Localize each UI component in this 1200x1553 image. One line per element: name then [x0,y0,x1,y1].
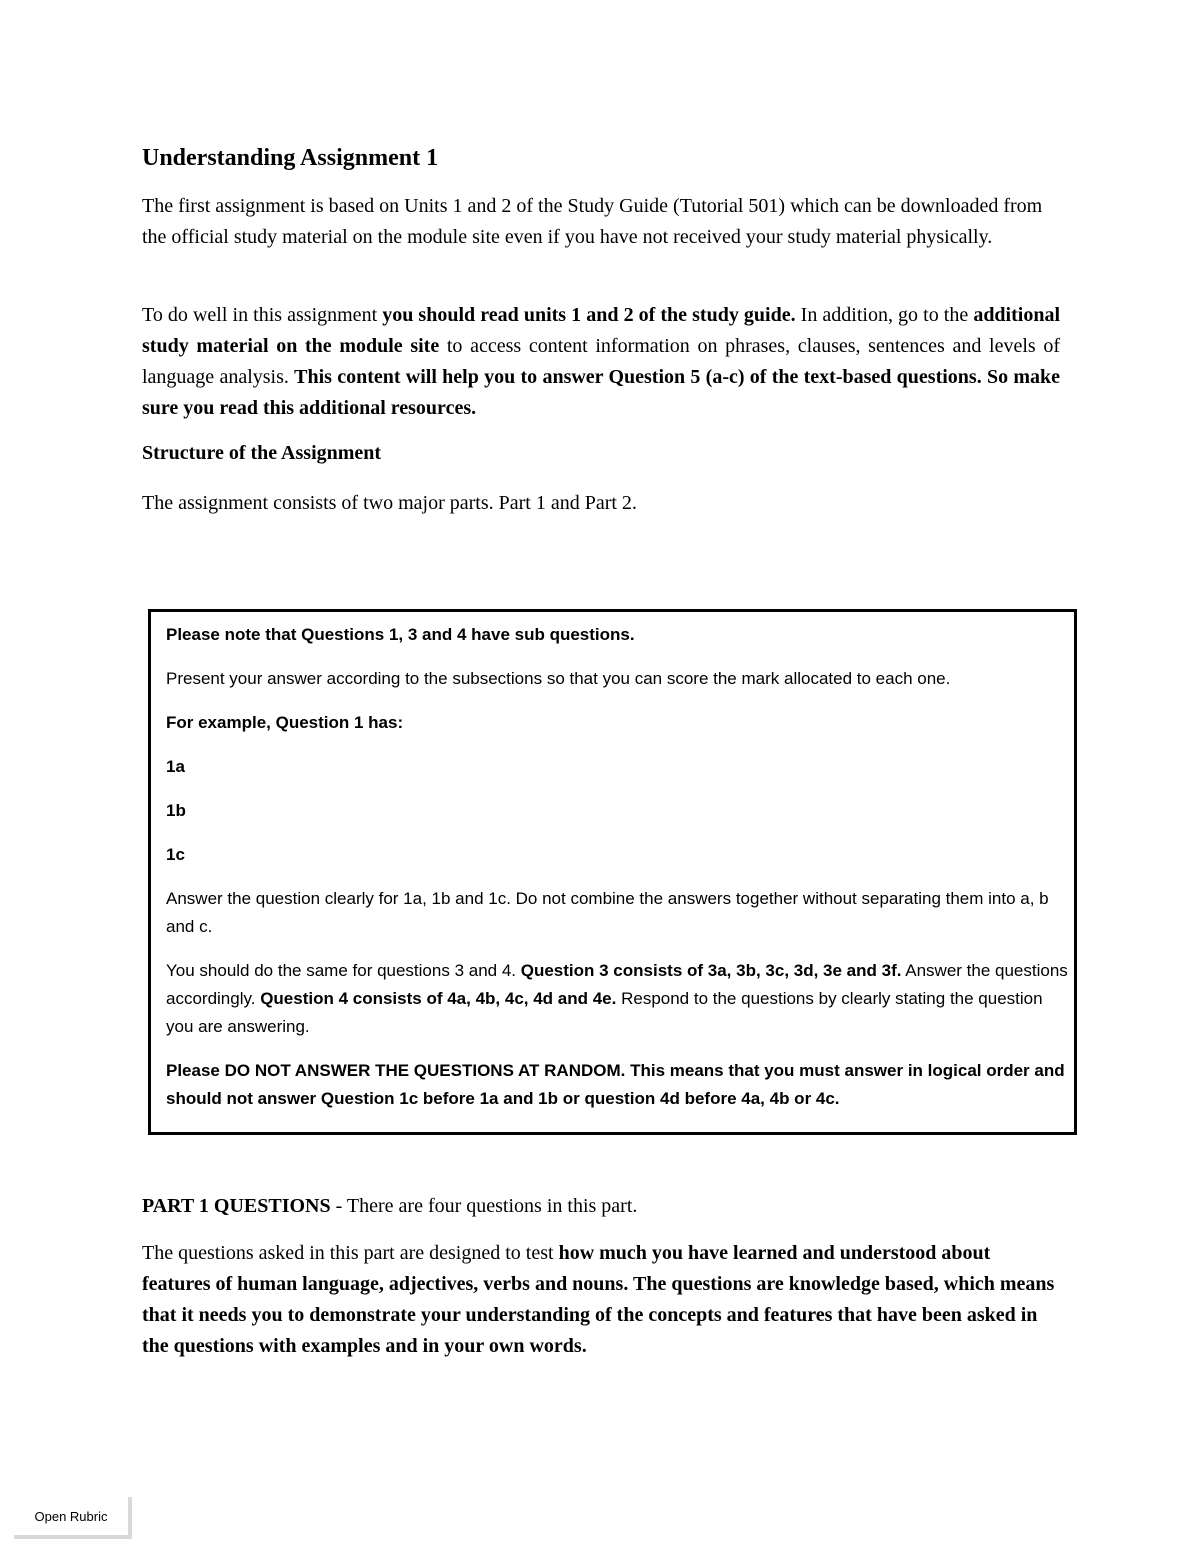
part1-text: The questions asked in this part are designed to test [142,1242,559,1264]
note-text-1: You should do the same for questions 3 and 4. [166,961,521,980]
part1-bold: how much you have learned and understood about features of human language, adjectives, verbs and nouns. The questions are knowledge based, which means that it needs you to demonstrate your understanding of the concepts and features that have been asked in the questions with examples and in your own words. [142,1242,1055,1357]
note-line-same-for-3-and-4 [166,957,1068,1041]
note-line-do-not-answer-random: Please DO NOT ANSWER THE QUESTIONS AT RANDOM. This means that you must answer in logical order and should not answer Question 1c before 1a and 1b or question 4d before 4a, 4b or 4c. [166,1061,1065,1108]
guidance-text-2: In addition, go to the [795,304,974,326]
note-line-present: Present your answer according to the subsections so that you can score the mark allocated to each one. [166,669,951,688]
part1-heading-rest: - There are four questions in this part. [330,1195,638,1217]
part1-heading-bold: PART 1 QUESTIONS [142,1195,331,1217]
note-text-3: Respond to the questions by clearly stating the question you are answering. [166,989,1043,1036]
note-text-2: Answer the questions accordingly. [166,961,1068,1008]
guidance-bold-2: additional study material on the module site [142,304,1061,357]
note-bold-q4: Question 4 consists of 4a, 4b, 4c, 4d and 4e. [260,989,617,1008]
note-line-example: For example, Question 1 has: [166,713,404,732]
note-sub-1a: 1a [166,757,185,776]
guidance-paragraph [142,300,1060,424]
note-bold-q3: Question 3 consists of 3a, 3b, 3c, 3d, 3e and 3f. [520,961,902,980]
section-heading-structure: Structure of the Assignment [142,442,382,464]
part1-heading [142,1191,1060,1222]
note-sub-1c: 1c [166,845,185,864]
page-title: Understanding Assignment 1 [142,145,439,171]
guidance-bold-1: you should read units 1 and 2 of the study guide. [382,304,796,326]
guidance-text-1: To do well in this assignment [142,304,383,326]
guidance-bold-3: This content will help you to answer Question 5 (a-c) of the text-based questions. So make sure you read this additional resources. [142,366,1061,419]
note-box [148,609,1077,1135]
intro-paragraph: The first assignment is based on Units 1 and 2 of the Study Guide (Tutorial 501) which can be downloaded from the official study material on the module site even if you have not received your study material physically. [142,195,1043,248]
guidance-text-3: to access content information on phrases, clauses, sentences and levels of language analysis. [142,335,1060,388]
note-sub-1b: 1b [166,801,186,820]
open-rubric-button[interactable]: Open Rubric [14,1497,132,1539]
structure-paragraph: The assignment consists of two major parts. Part 1 and Part 2. [142,492,637,514]
note-line-answer-clearly: Answer the question clearly for 1a, 1b and 1c. Do not combine the answers together without separating them into a, b and c. [166,889,1049,936]
part1-paragraph [142,1238,1060,1362]
note-line-subquestions: Please note that Questions 1, 3 and 4 have sub questions. [166,625,635,644]
